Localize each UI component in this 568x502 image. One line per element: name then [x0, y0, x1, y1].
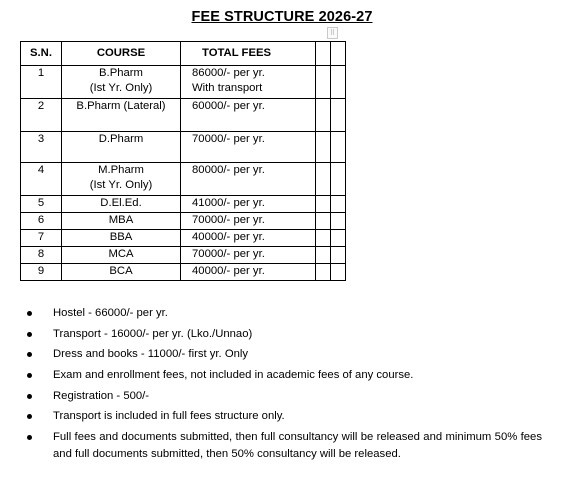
row-course: B.Pharm (Lateral) — [62, 99, 181, 132]
row-course: BBA — [62, 230, 181, 247]
row-fee: 80000/- per yr. — [181, 163, 316, 196]
note-text: Hostel - 66000/- per yr. — [53, 307, 168, 319]
empty-cell — [331, 132, 346, 163]
empty-cell — [331, 230, 346, 247]
row-fee — [181, 66, 316, 99]
bullet-icon — [27, 394, 32, 399]
header-sn: S.N. — [21, 42, 62, 66]
note-text: Dress and books - 11000/- first yr. Only — [53, 348, 249, 361]
empty-cell — [316, 99, 331, 132]
course-note: (Ist Yr. Only) — [89, 179, 153, 191]
empty-cell — [331, 196, 346, 213]
row-sn: 7 — [21, 230, 62, 247]
row-sn: 4 — [21, 163, 62, 196]
row-fee: 40000/- per yr. — [181, 264, 316, 281]
list-item — [27, 367, 542, 384]
row-sn: 1 — [21, 66, 62, 99]
row-course — [62, 163, 181, 196]
empty-cell — [316, 213, 331, 230]
course-name: B.Pharm — [99, 67, 143, 79]
table-row — [21, 66, 346, 99]
course-name: M.Pharm — [98, 164, 144, 176]
table-row — [21, 247, 346, 264]
fee-amount: 86000/- per yr. — [192, 67, 265, 79]
notes-list — [27, 305, 542, 466]
table-row — [21, 163, 346, 196]
row-sn: 5 — [21, 196, 62, 213]
list-item — [27, 346, 542, 363]
table-header-row — [21, 42, 346, 66]
row-fee: 70000/- per yr. — [181, 213, 316, 230]
empty-cell — [316, 230, 331, 247]
row-fee: 40000/- per yr. — [181, 230, 316, 247]
bullet-icon — [27, 435, 32, 440]
fee-table — [20, 41, 346, 281]
header-course: COURSE — [62, 42, 181, 66]
list-item — [27, 429, 542, 462]
list-item — [27, 408, 542, 425]
empty-cell — [331, 66, 346, 99]
row-fee: 41000/- per yr. — [181, 196, 316, 213]
bullet-icon — [27, 373, 32, 378]
header-empty — [331, 42, 346, 66]
note-text: Transport is included in full fees structure only. — [53, 410, 285, 423]
table-row — [21, 99, 346, 132]
row-course: D.El.Ed. — [62, 196, 181, 213]
header-empty — [316, 42, 331, 66]
bullet-icon — [27, 352, 32, 357]
row-sn: 3 — [21, 132, 62, 163]
table-row — [21, 230, 346, 247]
empty-cell — [316, 132, 331, 163]
bullet-icon — [27, 414, 32, 419]
course-note: (Ist Yr. Only) — [89, 82, 153, 94]
table-row — [21, 264, 346, 281]
note-text: Full fees and documents submitted, then full consultancy will be released and minimum 50% fees and full documents submitted, then 50% consultancy will be released. — [53, 431, 542, 460]
table-row — [21, 213, 346, 230]
row-course: MBA — [62, 213, 181, 230]
row-fee: 60000/- per yr. — [181, 99, 316, 132]
row-sn: 9 — [21, 264, 62, 281]
row-sn: 6 — [21, 213, 62, 230]
table-row — [21, 196, 346, 213]
note-text: Transport - 16000/- per yr. (Lko./Unnao) — [53, 327, 253, 340]
empty-cell — [331, 213, 346, 230]
row-sn: 2 — [21, 99, 62, 132]
empty-cell — [331, 163, 346, 196]
table-row — [21, 132, 346, 163]
list-item — [27, 305, 542, 322]
empty-cell — [316, 264, 331, 281]
fee-note: With transport — [192, 82, 263, 94]
row-sn: 8 — [21, 247, 62, 264]
empty-cell — [331, 264, 346, 281]
empty-cell — [316, 163, 331, 196]
drag-handle-icon[interactable]: ⠿ — [327, 27, 338, 39]
row-course: D.Pharm — [62, 132, 181, 163]
note-text: Exam and enrollment fees, not included in academic fees of any course. — [53, 369, 414, 382]
list-item — [27, 326, 542, 343]
bullet-icon — [27, 332, 32, 337]
note-text: Registration - 500/- — [53, 389, 150, 402]
bullet-icon — [27, 311, 32, 316]
row-fee: 70000/- per yr. — [181, 132, 316, 163]
empty-cell — [316, 66, 331, 99]
row-course: MCA — [62, 247, 181, 264]
list-item — [27, 388, 542, 405]
empty-cell — [331, 99, 346, 132]
row-course — [62, 66, 181, 99]
page-title: FEE STRUCTURE 2026-27 — [191, 9, 373, 25]
empty-cell — [331, 247, 346, 264]
row-fee: 70000/- per yr. — [181, 247, 316, 264]
empty-cell — [316, 196, 331, 213]
empty-cell — [316, 247, 331, 264]
header-fees: TOTAL FEES — [181, 42, 316, 66]
row-course: BCA — [62, 264, 181, 281]
